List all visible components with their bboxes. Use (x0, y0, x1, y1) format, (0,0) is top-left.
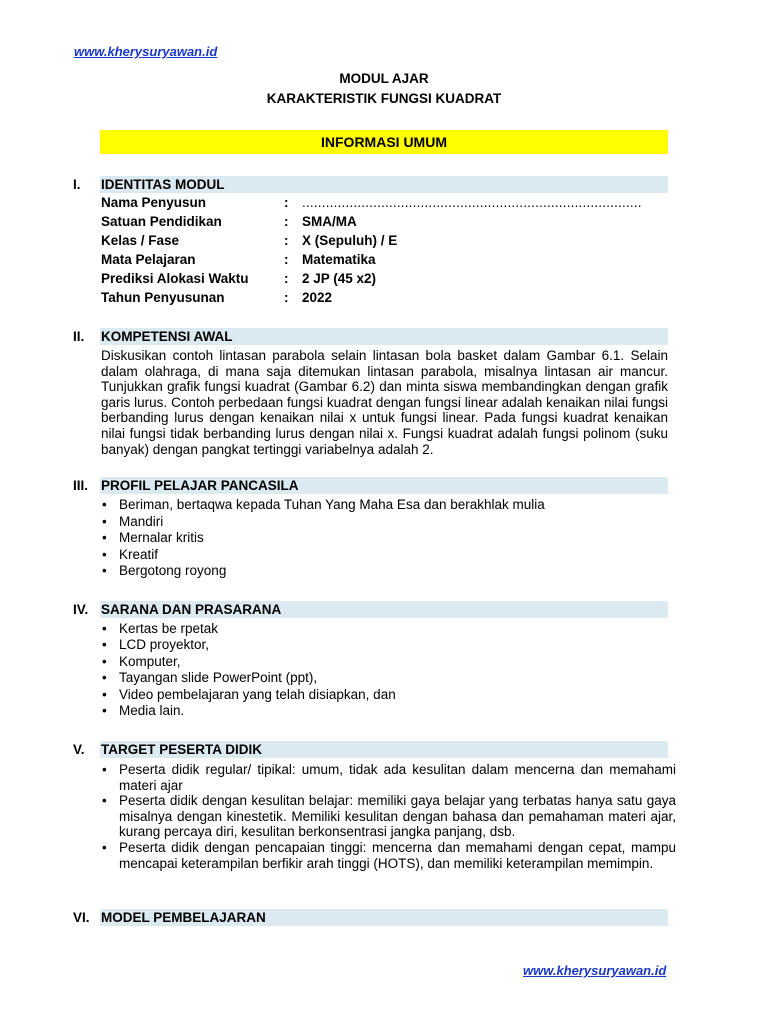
document-title: MODUL AJAR (339, 71, 429, 86)
bullet-icon: • (102, 793, 107, 809)
section-number: III. (73, 478, 89, 493)
identity-value: X (Sepuluh) / E (302, 233, 398, 248)
bullet-icon: • (102, 546, 107, 562)
bullet-icon: • (102, 839, 107, 855)
identity-key: Prediksi Alokasi Waktu (101, 271, 249, 286)
identity-key: Tahun Penyusunan (101, 290, 225, 305)
section-label: TARGET PESERTA DIDIK (101, 742, 263, 757)
list-item: • Tayangan slide PowerPoint (ppt), (102, 670, 318, 686)
section-number: VI. (73, 910, 90, 925)
identity-key: Nama Penyusun (101, 195, 207, 210)
section-label: PROFIL PELAJAR PANCASILA (101, 478, 299, 493)
list-item: • Komputer, (102, 653, 181, 669)
bullet-icon: • (102, 637, 107, 653)
bullet-icon: • (102, 686, 107, 702)
identity-colon: : (284, 214, 289, 229)
identity-row (100, 252, 668, 271)
section-heading-sarana (73, 601, 668, 618)
section-number: V. (73, 742, 85, 757)
identity-row (100, 271, 668, 290)
identity-key: Mata Pelajaran (101, 252, 196, 267)
list-item: • Bergotong royong (102, 563, 227, 579)
list-item: • Media lain. (102, 702, 185, 718)
bullet-icon: • (102, 563, 107, 579)
footer-website-link[interactable]: www.kherysuryawan.id (523, 963, 667, 978)
identity-colon: : (284, 195, 289, 210)
identity-value: ...................................................................................... (302, 195, 642, 210)
kompetensi-paragraph: Diskusikan contoh lintasan parabola selain lintasan bola basket dalam Gambar 6.1. Selain dalam olahraga, di mana saja ditemukan lintasan parabola, misalnya lintasan air mancur. Tunjukkan grafik fungsi kuadrat (Gambar 6.2) dan minta siswa membandingkan dengan grafik garis lurus. Contoh perbedaan fungsi kuadrat dengan fungsi linear adalah kenaikan nilai fungsi berbanding lurus dengan kenaikan nilai x untuk fungsi linear. Pada fungsi kuadrat kenaikan nilai fungsi tidak berbanding lurus dengan nilai x. Fungsi kuadrat adalah fungsi polinom (suku banyak) dengan pangkat tertinggi variabelnya adalah 2. (101, 348, 668, 457)
section-label: IDENTITAS MODUL (101, 177, 225, 192)
section-heading-identitas (73, 176, 668, 193)
identity-row (100, 290, 668, 309)
section-number: IV. (73, 602, 89, 617)
target-list (100, 762, 676, 871)
pancasila-list (100, 497, 676, 580)
bullet-icon: • (102, 670, 107, 686)
bullet-icon: • (102, 530, 107, 546)
list-item: • Kreatif (102, 546, 159, 562)
section-heading-target (73, 741, 668, 758)
identity-value: SMA/MA (302, 214, 357, 229)
document-subtitle: KARAKTERISTIK FUNGSI KUADRAT (266, 91, 502, 106)
identity-key: Kelas / Fase (101, 233, 180, 248)
bullet-icon: • (102, 497, 107, 512)
identity-colon: : (284, 290, 289, 305)
identity-colon: : (284, 233, 289, 248)
info-banner: INFORMASI UMUM (100, 130, 668, 154)
list-item: • Mandiri (102, 513, 164, 529)
list-item: • Peserta didik dengan pencapaian tinggi: mencerna dan memahami dengan cepat, mampu mencapai keterampilan berfikir arah tinggi (HOTS), dan memiliki keterampilan memimpin. (102, 839, 676, 871)
section-heading-model (73, 909, 668, 926)
identity-key: Satuan Pendidikan (101, 214, 222, 229)
identity-row (100, 214, 668, 233)
list-item: • Peserta didik regular/ tipikal: umum, tidak ada kesulitan dalam mencerna dan memahami materi ajar (102, 762, 676, 793)
bullet-icon: • (102, 513, 107, 529)
list-item: • Beriman, bertaqwa kepada Tuhan Yang Maha Esa dan berakhlak mulia (102, 497, 545, 512)
list-item: • LCD proyektor, (102, 637, 210, 653)
section-number: II. (73, 329, 85, 344)
sarana-list (100, 621, 676, 719)
bullet-icon: • (102, 653, 107, 669)
bullet-icon: • (102, 702, 107, 718)
identity-row (100, 195, 668, 214)
section-label: SARANA DAN PRASARANA (101, 602, 282, 617)
list-item: • Mernalar kritis (102, 530, 204, 546)
identity-value: 2022 (302, 290, 333, 305)
identity-colon: : (284, 252, 289, 267)
header-website-link[interactable]: www.kherysuryawan.id (74, 44, 218, 59)
section-number: I. (73, 177, 81, 192)
identity-colon: : (284, 271, 289, 286)
list-item: • Peserta didik dengan kesulitan belajar: memiliki gaya belajar yang terbatas hanya satu gaya misalnya dengan kinestetik. Memiliki kesulitan dengan bahasa dan pemahaman materi ajar, kurang percaya diri, kesulitan berkonsentrasi jangka panjang, dsb. (102, 793, 676, 840)
bullet-icon: • (102, 762, 107, 777)
list-item: • Kertas be rpetak (102, 621, 219, 636)
list-item: • Video pembelajaran yang telah disiapkan, dan (102, 686, 396, 702)
section-label: KOMPETENSI AWAL (101, 329, 233, 344)
identity-row (100, 233, 668, 252)
identity-value: Matematika (302, 252, 376, 267)
identity-value: 2 JP (45 x2) (302, 271, 377, 286)
section-heading-pancasila (73, 477, 668, 494)
bullet-icon: • (102, 621, 107, 636)
section-heading-kompetensi (73, 328, 668, 345)
section-label: MODEL PEMBELAJARAN (101, 910, 266, 925)
